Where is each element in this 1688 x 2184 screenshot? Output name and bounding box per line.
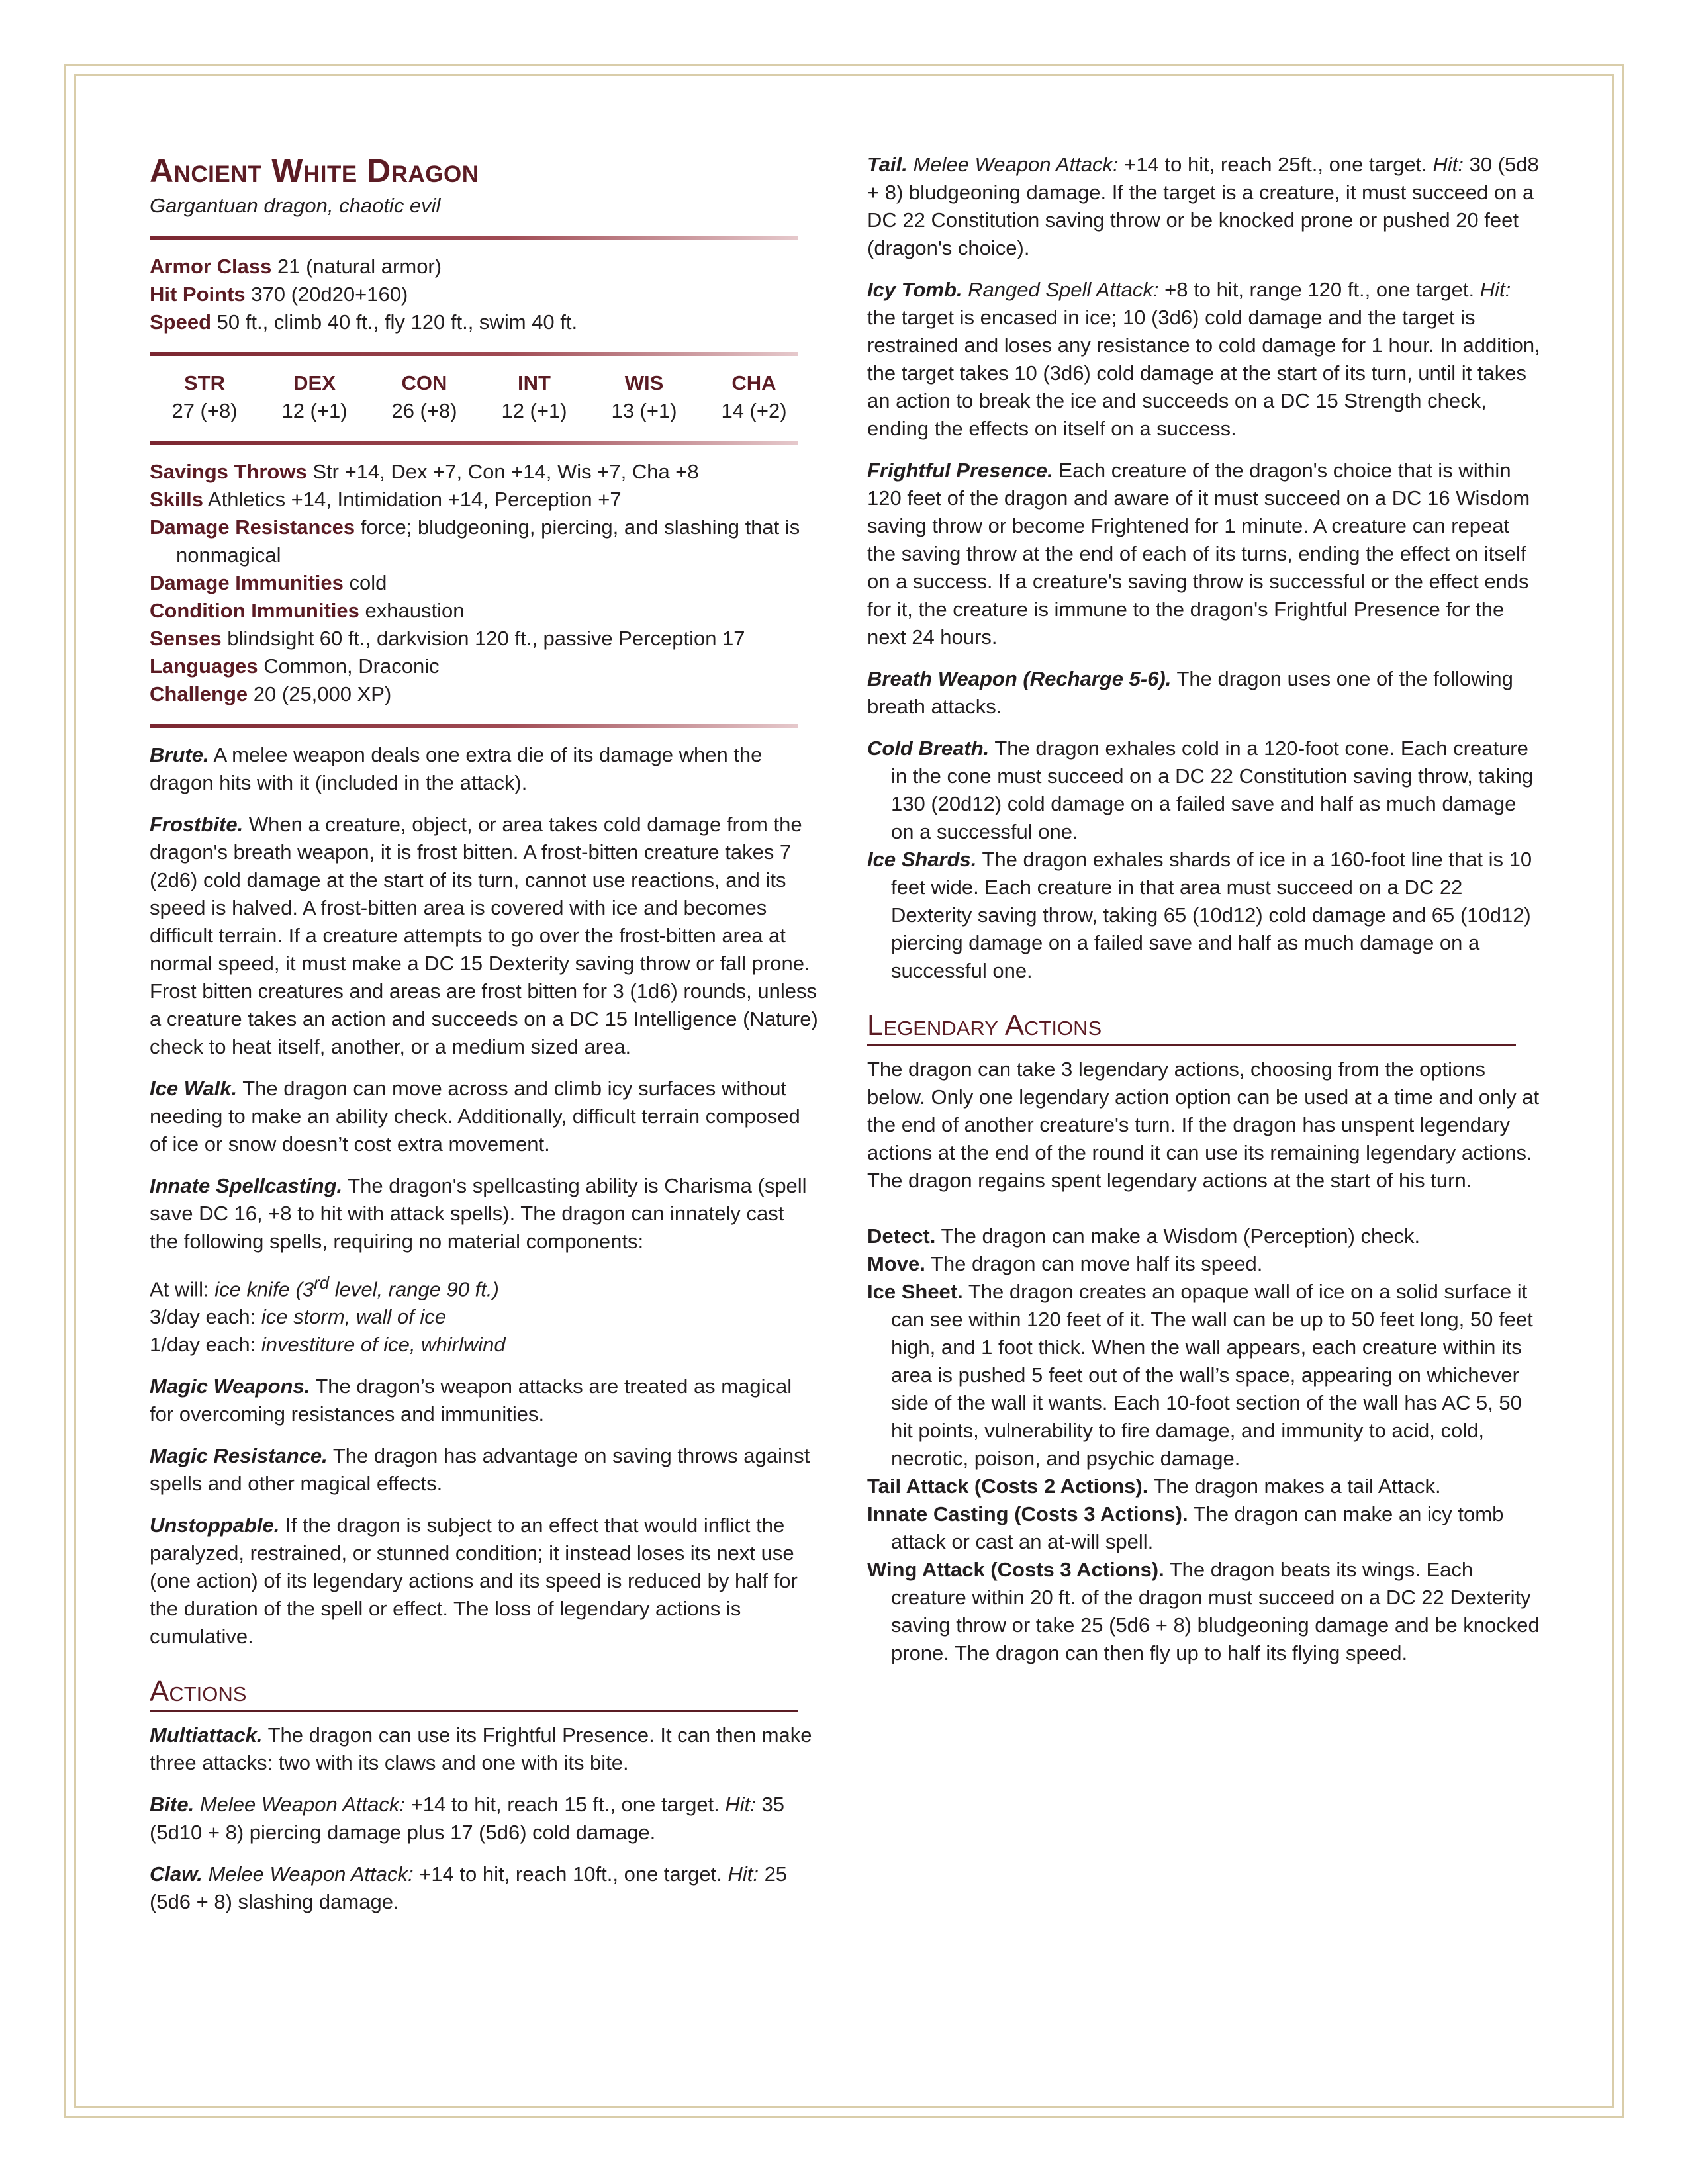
hit-damage: the target is encased in ice; 10 (3d6) cold damage and the target is restrained and loses any resistance to cold damage for 1 hour. In addition, the target takes 10 (3d6) cold damage at the start of its turn, until it takes an action to break the ice and succeeds on a DC 15 Strength check, ending the effects on itself on a success. bbox=[867, 306, 1540, 440]
ability-score: 12 (+1) bbox=[501, 399, 567, 422]
action-text: The dragon can use its Frightful Presence. It can then make three attacks: two with its claws and one with its bite. bbox=[150, 1723, 812, 1775]
divider-rule bbox=[150, 441, 798, 445]
ability-score: 12 (+1) bbox=[281, 399, 348, 422]
trait-magic-weapons bbox=[150, 1373, 818, 1428]
legendary-text: The dragon can make an icy tomb attack or cast an at-will spell. bbox=[891, 1502, 1504, 1553]
legendary-name: Innate Casting (Costs 3 Actions). bbox=[867, 1502, 1188, 1525]
hit-label: Hit: bbox=[727, 1862, 759, 1886]
action-claw bbox=[150, 1860, 818, 1916]
ability-name: CON bbox=[401, 371, 447, 394]
spell-row-at-will bbox=[150, 1269, 818, 1303]
attack-bonus: +14 to hit, reach 10ft., one target. bbox=[419, 1862, 722, 1886]
ability-name: DEX bbox=[293, 371, 336, 394]
senses-label: Senses bbox=[150, 627, 222, 650]
action-name: Multiattack. bbox=[150, 1723, 263, 1747]
trait-text: When a creature, object, or area takes cold damage from the dragon's breath weapon, it is frost bitten. A frost-bitten creature takes 7 (2d6) cold damage at the start of its turn, cannot use reactions, and its speed is halved. A frost-bitten area is covered with ice and becomes difficult terrain. If a creature attempts to go over the frost-bitten area at normal speed, it must make a DC 15 Dexterity saving throw or fall prone. Frost bitten creatures and areas are frost bitten for 3 (1d6) rounds, unless a creature takes an action and succeeds on a DC 15 Intelligence (Nature) check to heat itself, another, or a medium sized area. bbox=[150, 813, 818, 1058]
languages-value: Common, Draconic bbox=[263, 655, 440, 678]
breath-name: Cold Breath. bbox=[867, 737, 990, 760]
ability-score: 27 (+8) bbox=[171, 399, 238, 422]
action-name: Breath Weapon (Recharge 5-6). bbox=[867, 667, 1172, 690]
spell-freq-label: 3/day each: bbox=[150, 1305, 256, 1329]
hit-damage: 35 (5d10 + 8) piercing damage plus 17 (5d6) cold damage. bbox=[150, 1793, 785, 1844]
legendary-intro: The dragon can take 3 legendary actions, choosing from the options below. Only one legendary action option can be used at a time and only at the end of another creature's turn. If the dragon has unspent legendary actions at the end of the round it can use its remaining legendary actions. The dragon regains spent legendary actions at the start of his turn. bbox=[867, 1058, 1540, 1192]
hit-label: Hit: bbox=[1432, 153, 1464, 176]
ability-name: STR bbox=[184, 371, 225, 394]
attack-bonus: +14 to hit, reach 25ft., one target. bbox=[1124, 153, 1427, 176]
legendary-innate-casting bbox=[867, 1500, 1542, 1556]
skills-line bbox=[150, 486, 818, 514]
divider-rule bbox=[150, 352, 798, 356]
trait-brute bbox=[150, 741, 818, 797]
action-frightful-presence bbox=[867, 457, 1542, 651]
legendary-actions-heading: Legendary Actions bbox=[867, 1009, 1516, 1046]
breath-text: The dragon exhales shards of ice in a 160-foot line that is 10 feet wide. Each creature in that area must succeed on a DC 22 Dexterity saving throw, taking 65 (10d12) cold damage and 65 (10d12) piercing damage on a failed save and half as much damage on a successful one. bbox=[891, 848, 1532, 982]
senses-line bbox=[150, 625, 818, 653]
trait-magic-resistance bbox=[150, 1442, 818, 1498]
challenge-value: 20 (25,000 XP) bbox=[253, 682, 392, 705]
trait-text: The dragon has advantage on saving throws against spells and other magical effects. bbox=[150, 1444, 810, 1496]
attack-type: Melee Weapon Attack: bbox=[913, 153, 1119, 176]
armor-class-label: Armor Class bbox=[150, 255, 272, 278]
action-name: Claw. bbox=[150, 1862, 203, 1886]
legendary-text: The dragon beats its wings. Each creature within 20 ft. of the dragon must succeed on a DC 22 Dexterity saving throw or take 25 (5d6 + 8) bludgeoning damage and be knocked prone. The dragon can then fly up to half its flying speed. bbox=[891, 1558, 1540, 1664]
ability-score: 14 (+2) bbox=[721, 399, 787, 422]
hit-damage: 30 (5d8 + 8) bludgeoning damage. If the target is a creature, it must succeed on a DC 22 Constitution saving throw or be knocked prone or pushed 20 feet (dragon's choice). bbox=[867, 153, 1539, 259]
action-bite bbox=[150, 1791, 818, 1846]
speed-value: 50 ft., climb 40 ft., fly 120 ft., swim 40 ft. bbox=[216, 310, 578, 334]
condition-immunities-label: Condition Immunities bbox=[150, 599, 359, 622]
ability-str bbox=[150, 369, 259, 425]
attack-type: Melee Weapon Attack: bbox=[199, 1793, 405, 1817]
breath-name: Ice Shards. bbox=[867, 848, 977, 871]
challenge-line bbox=[150, 680, 818, 708]
ability-score: 13 (+1) bbox=[611, 399, 677, 422]
hit-label: Hit: bbox=[725, 1793, 756, 1817]
spell-names: investiture of ice, whirlwind bbox=[261, 1333, 506, 1357]
damage-resistances-line bbox=[150, 514, 818, 569]
languages-line bbox=[150, 653, 818, 680]
trait-ice-walk bbox=[150, 1075, 818, 1158]
legendary-name: Detect. bbox=[867, 1224, 936, 1248]
ability-name: CHA bbox=[731, 371, 776, 394]
trait-text: A melee weapon deals one extra die of its damage when the dragon hits with it (included in the attack). bbox=[150, 743, 763, 794]
armor-class-line bbox=[150, 253, 818, 281]
hit-points-line bbox=[150, 281, 818, 308]
saving-throws-line bbox=[150, 458, 818, 486]
ability-con bbox=[369, 369, 479, 425]
trait-innate-spellcasting bbox=[150, 1172, 818, 1255]
trait-name: Frostbite. bbox=[150, 813, 244, 836]
attack-bonus: +14 to hit, reach 15 ft., one target. bbox=[410, 1793, 720, 1817]
action-multiattack bbox=[150, 1721, 818, 1777]
damage-resistances-label: Damage Resistances bbox=[150, 516, 355, 539]
saving-throws-label: Savings Throws bbox=[150, 460, 307, 483]
spell-name: ice knife (3 bbox=[214, 1277, 314, 1301]
legendary-wing-attack bbox=[867, 1556, 1542, 1667]
skills-label: Skills bbox=[150, 488, 203, 511]
breath-ice-shards bbox=[867, 846, 1542, 985]
hit-points-label: Hit Points bbox=[150, 283, 246, 306]
trait-text: The dragon's spellcasting ability is Charisma (spell save DC 16, +8 to hit with attack spells). The dragon can innately cast the following spells, requiring no material components: bbox=[150, 1174, 807, 1253]
spell-list bbox=[150, 1269, 818, 1359]
trait-frostbite bbox=[150, 811, 818, 1061]
left-column bbox=[150, 151, 818, 1930]
ability-score: 26 (+8) bbox=[391, 399, 457, 422]
challenge-label: Challenge bbox=[150, 682, 248, 705]
action-name: Tail. bbox=[867, 153, 908, 176]
hit-label: Hit: bbox=[1479, 278, 1511, 301]
action-name: Frightful Presence. bbox=[867, 459, 1053, 482]
action-tail bbox=[867, 151, 1542, 262]
hit-points-value: 370 (20d20+160) bbox=[251, 283, 408, 306]
actions-heading: Actions bbox=[150, 1674, 798, 1712]
trait-name: Magic Weapons. bbox=[150, 1375, 310, 1398]
monster-name: Ancient White Dragon bbox=[150, 152, 479, 189]
hit-damage: 25 (5d6 + 8) slashing damage. bbox=[150, 1862, 788, 1914]
attack-bonus: +8 to hit, range 120 ft., one target. bbox=[1164, 278, 1475, 301]
damage-immunities-line bbox=[150, 569, 818, 597]
condition-immunities-line bbox=[150, 597, 818, 625]
right-column bbox=[867, 151, 1542, 1667]
ability-cha bbox=[699, 369, 809, 425]
damage-immunities-label: Damage Immunities bbox=[150, 571, 344, 594]
ability-scores bbox=[150, 369, 809, 425]
action-text: Each creature of the dragon's choice that is within 120 feet of the dragon and aware of it must succeed on a DC 16 Wisdom saving throw or become Frightened for 1 minute. A creature can repeat the saving throw at the end of each of its turns, ending the effect on itself on a success. If a creature's saving throw is successful or the effect ends for it, the creature is immune to the dragon's Frightful Presence for the next 24 hours. bbox=[867, 459, 1530, 649]
legendary-ice-sheet bbox=[867, 1278, 1542, 1473]
trait-name: Magic Resistance. bbox=[150, 1444, 328, 1468]
condition-immunities-value: exhaustion bbox=[365, 599, 465, 622]
ability-name: INT bbox=[518, 371, 551, 394]
legendary-tail-attack bbox=[867, 1473, 1542, 1500]
damage-resistances-value: force; bludgeoning, piercing, and slashing that is nonmagical bbox=[176, 516, 800, 567]
spell-row-3-day bbox=[150, 1303, 818, 1331]
legendary-move bbox=[867, 1250, 1542, 1278]
speed-label: Speed bbox=[150, 310, 212, 334]
trait-name: Unstoppable. bbox=[150, 1514, 280, 1537]
senses-value: blindsight 60 ft., darkvision 120 ft., passive Perception 17 bbox=[227, 627, 745, 650]
speed-line bbox=[150, 308, 818, 336]
spell-name: level, range 90 ft.) bbox=[334, 1277, 499, 1301]
ability-int bbox=[479, 369, 589, 425]
skills-value: Athletics +14, Intimidation +14, Perception +7 bbox=[207, 488, 622, 511]
legendary-name: Move. bbox=[867, 1252, 925, 1275]
attack-type: Melee Weapon Attack: bbox=[208, 1862, 414, 1886]
legendary-name: Tail Attack (Costs 2 Actions). bbox=[867, 1475, 1149, 1498]
action-breath-weapon bbox=[867, 665, 1542, 721]
spell-names: ice storm, wall of ice bbox=[261, 1305, 446, 1329]
action-icy-tomb bbox=[867, 276, 1542, 443]
trait-name: Brute. bbox=[150, 743, 209, 766]
action-name: Bite. bbox=[150, 1793, 195, 1817]
spacer bbox=[867, 1195, 1542, 1222]
trait-name: Ice Walk. bbox=[150, 1077, 238, 1100]
legendary-text: The dragon creates an opaque wall of ice on a solid surface it can see within 120 feet of it. The wall can be up to 50 feet long, 50 feet high, and 1 foot thick. When the wall appears, each creature within its area is pushed 5 feet out of the wall’s space, appearing on whichever side of the wall it wants. Each 10-foot section of the wall has AC 5, 50 hit points, vulnerability to fire damage, and immunity to acid, cold, necrotic, poison, and psychic damage. bbox=[891, 1280, 1533, 1470]
trait-text: The dragon’s weapon attacks are treated as magical for overcoming resistances and immunities. bbox=[150, 1375, 792, 1426]
action-name: Icy Tomb. bbox=[867, 278, 962, 301]
attack-type: Ranged Spell Attack: bbox=[968, 278, 1159, 301]
spell-freq-label: At will: bbox=[150, 1277, 209, 1301]
legendary-name: Ice Sheet. bbox=[867, 1280, 963, 1303]
ability-dex bbox=[259, 369, 369, 425]
trait-text: The dragon can move across and climb icy surfaces without needing to make an ability check. Additionally, difficult terrain composed of ice or snow doesn’t cost extra movement. bbox=[150, 1077, 800, 1156]
damage-immunities-value: cold bbox=[349, 571, 387, 594]
legendary-text: The dragon can make a Wisdom (Perception) check. bbox=[941, 1224, 1421, 1248]
saving-throws-value: Str +14, Dex +7, Con +14, Wis +7, Cha +8 bbox=[312, 460, 699, 483]
ability-wis bbox=[589, 369, 699, 425]
legendary-text: The dragon makes a tail Attack. bbox=[1153, 1475, 1441, 1498]
divider-rule bbox=[150, 724, 798, 728]
breath-options bbox=[867, 735, 1542, 985]
monster-type: Gargantuan dragon, chaotic evil bbox=[150, 194, 441, 217]
trait-text: If the dragon is subject to an effect that would inflict the paralyzed, restrained, or stunned condition; it instead loses its next use (one action) of its legendary actions and its speed is reduced by half for the duration of the spell or effect. The loss of legendary actions is cumulative. bbox=[150, 1514, 798, 1649]
action-text: The dragon uses one of the following breath attacks. bbox=[867, 667, 1513, 718]
trait-name: Innate Spellcasting. bbox=[150, 1174, 343, 1197]
breath-text: The dragon exhales cold in a 120-foot cone. Each creature in the cone must succeed on a DC 22 Constitution saving throw, taking 130 (20d12) cold damage on a failed save and half as much damage on a successful one. bbox=[891, 737, 1534, 843]
legendary-detect bbox=[867, 1222, 1542, 1250]
breath-cold bbox=[867, 735, 1542, 846]
languages-label: Languages bbox=[150, 655, 258, 678]
spell-freq-label: 1/day each: bbox=[150, 1333, 256, 1357]
divider-rule bbox=[150, 236, 798, 240]
ability-name: WIS bbox=[624, 371, 664, 394]
spell-row-1-day bbox=[150, 1331, 818, 1359]
legendary-name: Wing Attack (Costs 3 Actions). bbox=[867, 1558, 1164, 1581]
spell-superscript: rd bbox=[314, 1274, 330, 1293]
legendary-text: The dragon can move half its speed. bbox=[930, 1252, 1263, 1275]
trait-unstoppable bbox=[150, 1512, 818, 1651]
armor-class-value: 21 (natural armor) bbox=[277, 255, 442, 278]
